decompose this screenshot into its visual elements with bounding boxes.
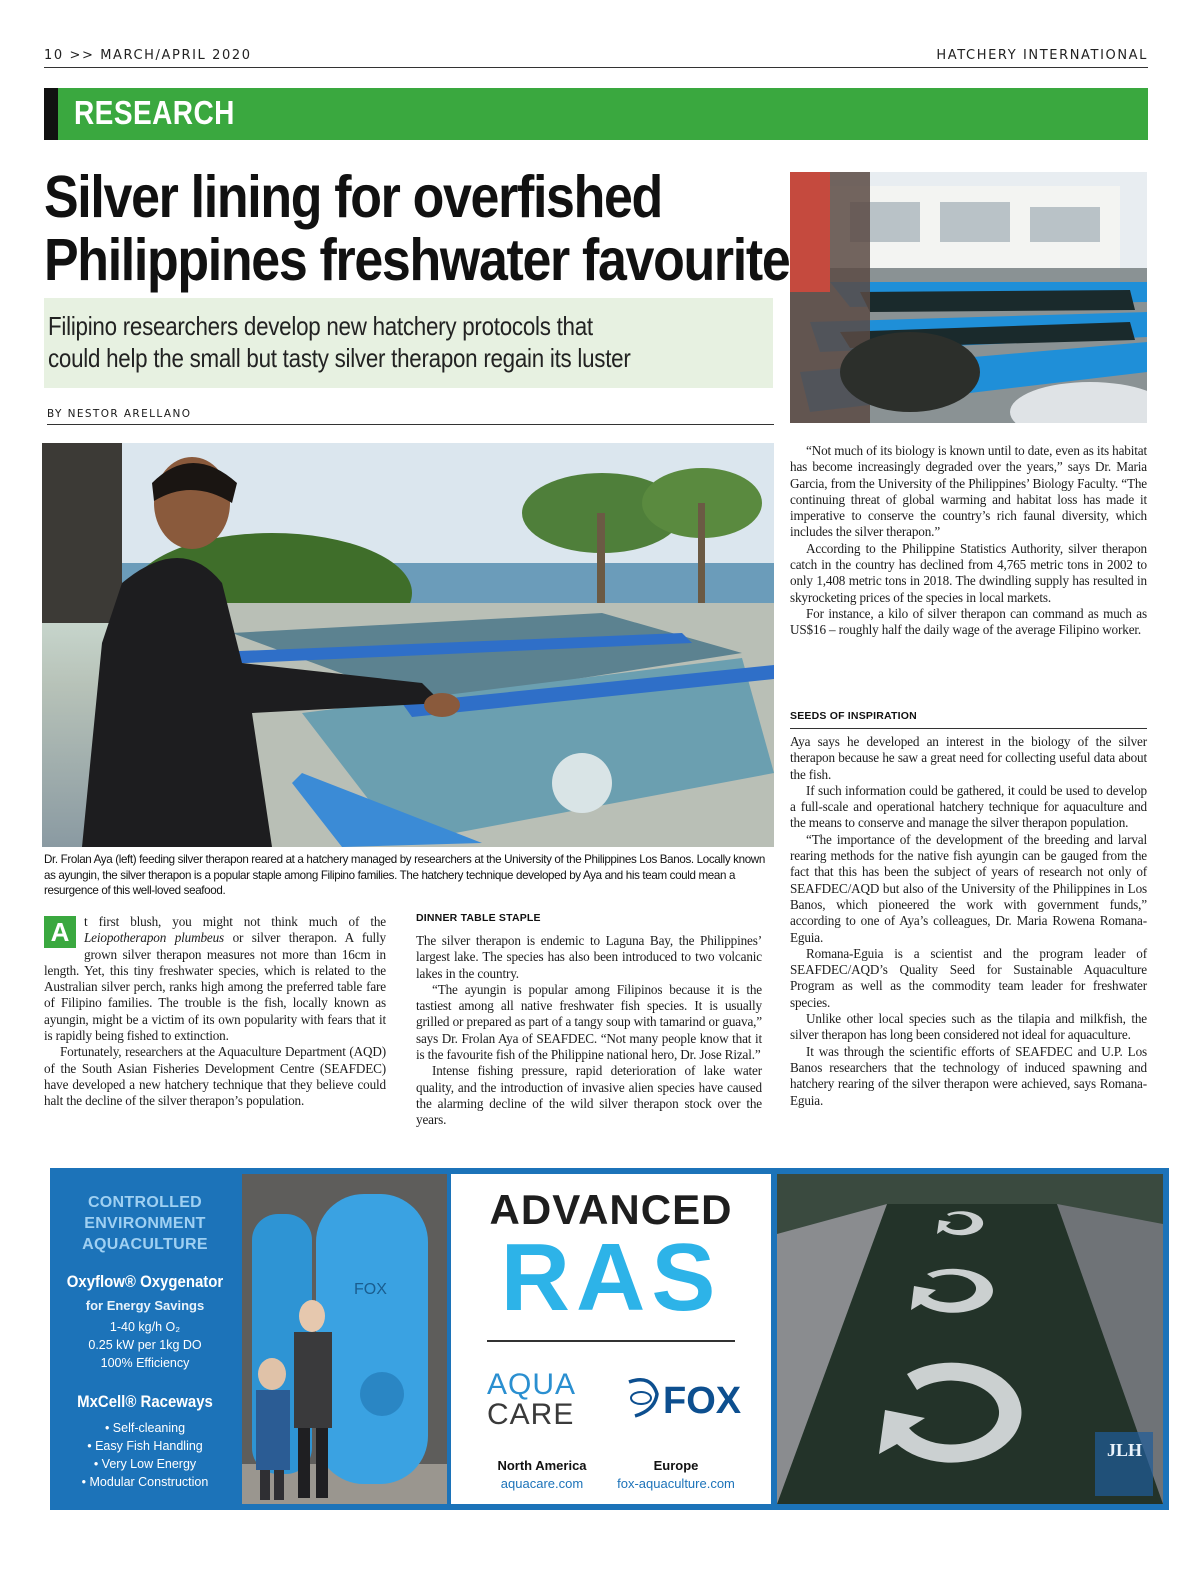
body-paragraph: t first blush, you might not think much of the Leiopotherapon plumbeus or silver therapon. A fully grown silver therapon measures not more than 16cm in length. Yet, this tiny freshwater species, which is related to the Australian silver perch, ranks high among the preferred table fare of Filipino families. The trouble is the fish, locally known as ayungin, might be a victim of its own popularity with fears that it is rapidly being fished to extinction. [44, 914, 386, 1044]
ad-spec: 0.25 kW per 1kg DO [88, 1338, 202, 1352]
body-paragraph: If such information could be gathered, it could be used to develop a full-scale and operational hatchery technique for aquaculture and the means to conserve and manage the silver therapon population. [790, 782, 1147, 831]
jlh-logo-text: JLH [1107, 1440, 1143, 1460]
tank-brand-label: FOX [354, 1281, 387, 1298]
ad-features [50, 1419, 240, 1491]
fox-aquaculture-link[interactable]: fox-aquaculture.com [617, 1476, 735, 1491]
north-america-label: North America [497, 1458, 587, 1473]
deck-line-2: could help the small but tasty silver therapon regain its luster [48, 343, 631, 373]
body-column-3 [790, 443, 1147, 639]
species-name: Leiopotherapon plumbeus [84, 930, 225, 946]
photo-caption: Dr. Frolan Aya (left) feeding silver therapon reared at a hatchery managed by researchers at the University of the Philippines Los Banos. Locally known as ayungin, the silver therapon is a popular staple among Filipino families. The hatchery technique developed by Aya and his team could mean a resurgence of this well-loved seafood. [44, 853, 765, 897]
ad-oxygenator-title: Oxyflow® Oxygenator [66, 1272, 224, 1291]
byline: BY NESTOR ARELLANO [47, 408, 774, 425]
advertisement[interactable] [50, 1168, 1169, 1510]
section-label: RESEARCH [74, 94, 235, 131]
body-paragraph: It was through the scientific efforts of SEAFDEC and U.P. Los Banos researchers that the technology of induced spawning and hatchery rearing of the silver therapon were achieved, says Romana-Eguia. [790, 1043, 1147, 1108]
body-paragraph: Intense fishing pressure, rapid deterioration of lake water quality, and the introduction of invasive alien species have caused the alarming decline of the wild silver therapon stock over the years. [416, 1063, 762, 1128]
body-paragraph: “The ayungin is popular among Filipinos because it is the tastiest among all native freshwater fish species. It is usually grilled or prepared as part of a tangy soup with tamarind or guava,” says Dr. Frolan Aya of SEAFDEC. “Not many people know that it is the favourite fish of the Philippine national hero, Dr. Jose Rizal.” [416, 981, 762, 1063]
publication-name: HATCHERY INTERNATIONAL [936, 48, 1148, 63]
fox-logo-text: FOX [663, 1380, 742, 1422]
deck-line-1: Filipino researchers develop new hatchery protocols that [48, 311, 593, 341]
ad-raceways-title: MxCell® Raceways [77, 1392, 213, 1411]
body-paragraph: Romana-Eguia is a scientist and the program leader of SEAFDEC/AQD’s Quality Seed for Sustainable Aquaculture Program as well as the commodity team leader for freshwater species. [790, 945, 1147, 1010]
aquacare-logo-care: CARE [487, 1398, 575, 1431]
ad-oxygenator-subtitle: for Energy Savings [85, 1298, 205, 1313]
page-folio: 10 >> MARCH/APRIL 2020 [44, 48, 252, 63]
section-banner [44, 88, 1148, 140]
researcher-feeding-fish-photo [42, 443, 774, 847]
body-column-3-continued [790, 734, 1147, 1109]
ad-oxygenator-tanks-photo [242, 1174, 447, 1504]
body-paragraph: Aya says he developed an interest in the biology of the silver therapon because he saw a great need for collecting useful data about the fish. [790, 734, 1147, 782]
drop-cap: A [44, 916, 76, 948]
body-paragraph: “Not much of its biology is known until to date, even as its habitat has become increasingly degraded over the years,” says Dr. Maria Garcia, from the University of the Philippines’ Biology Faculty. “The continuing threat of global warming and habitat loss has made it imperative to conserve the country’s rich faunal diversity, which includes the silver therapon.” [790, 443, 1147, 540]
europe-label: Europe [653, 1458, 699, 1473]
ad-spec: 1-40 kg/h O₂ [109, 1320, 181, 1334]
ad-headline: CONTROLLED ENVIRONMENT AQUACULTURE [82, 1194, 208, 1253]
body-column-2 [416, 933, 762, 1129]
headline-line-2: Philippines freshwater favourite [44, 227, 790, 293]
ad-raceway-photo [777, 1174, 1163, 1504]
subhead-seeds-of-inspiration: SEEDS OF INSPIRATION [790, 710, 1147, 729]
hatchery-tanks-photo [790, 172, 1147, 423]
headline-line-1: Silver lining for overfished [44, 164, 662, 230]
section-notch [44, 88, 58, 140]
ad-feature: • Easy Fish Handling [87, 1439, 203, 1453]
body-paragraph: According to the Philippine Statistics Authority, silver therapon catch in the country has declined from 4,765 metric tons in 2002 to only 1,408 metric tons in 2018. The dwindling supply has resulted in skyrocketing prices of the species in local markets. [790, 540, 1147, 605]
ad-feature: • Very Low Energy [93, 1457, 197, 1471]
fox-fish-icon [621, 1376, 663, 1420]
ad-product-panel [50, 1168, 240, 1510]
article-headline [44, 164, 790, 293]
body-paragraph: Unlike other local species such as the tilapia and milkfish, the silver therapon has long been considered not ideal for aquaculture. [790, 1011, 1147, 1043]
ad-ras-text: RAS [500, 1224, 722, 1331]
body-paragraph: For instance, a kilo of silver therapon can command as much as US$16 – roughly half the daily wage of the average Filipino worker. [790, 605, 1147, 638]
ad-feature: • Modular Construction [81, 1475, 209, 1489]
article-deck [44, 298, 773, 388]
running-header [44, 48, 1148, 68]
body-paragraph: “The importance of the development of the breeding and larval rearing methods for the native fish ayungin can be gauged from the fact that this has been the subject of years of research not only of SEAFDEC/AQD but also of the University of the Philippines in Los Banos, which pioneered the work with government funds,” according to one of Aya’s colleagues, Dr. Maria Rowena Romana-Eguia. [790, 831, 1147, 945]
aquacare-logo-aqua: AQUA [487, 1368, 577, 1401]
body-paragraph: The silver therapon is endemic to Laguna Bay, the Philippines’ largest lake. The species has also been introduced to two volcanic lakes in the country. [416, 933, 762, 981]
ad-brand-panel [451, 1174, 771, 1504]
ad-specs [50, 1318, 240, 1372]
subhead-dinner-table-staple: DINNER TABLE STAPLE [416, 912, 541, 924]
body-column-1 [44, 914, 386, 1110]
ad-spec: 100% Efficiency [100, 1356, 190, 1370]
ad-advanced-text: ADVANCED [489, 1186, 733, 1233]
ad-divider [487, 1340, 735, 1342]
ad-feature: • Self-cleaning [104, 1421, 186, 1435]
body-paragraph: Fortunately, researchers at the Aquaculture Department (AQD) of the South Asian Fisheries Development Centre (SEAFDEC) have developed a new hatchery technique that they believe could halt the decline of the silver therapon’s population. [44, 1044, 386, 1109]
aquacare-link[interactable]: aquacare.com [500, 1476, 584, 1491]
